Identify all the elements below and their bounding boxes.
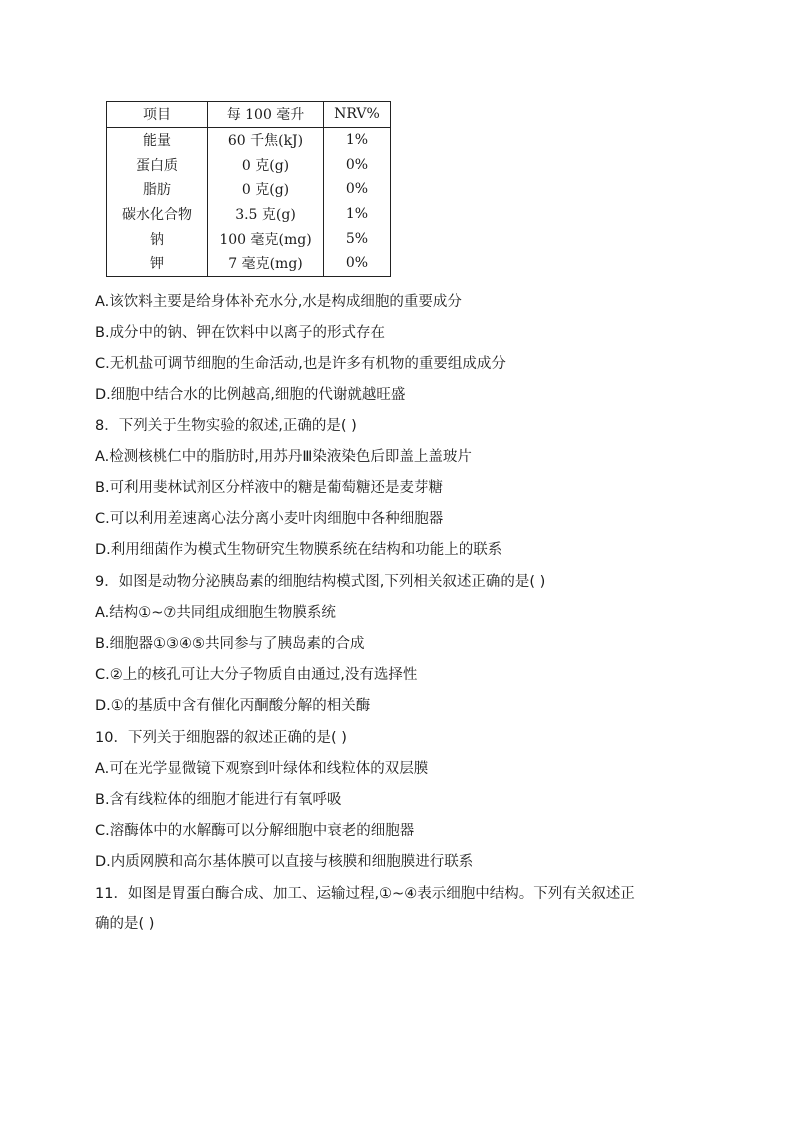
table-cell: 蛋白质 (107, 152, 208, 177)
table-header-cell: NRV% (324, 102, 391, 128)
q7-option-a: A.该饮料主要是给身体补充水分,水是构成细胞的重要成分 (95, 294, 462, 310)
table-cell: 60 千焦(kJ) (208, 127, 324, 152)
table-header-cell: 每 100 毫升 (208, 102, 324, 128)
table-cell: 3.5 克(g) (208, 202, 324, 227)
q10-stem: 10．下列关于细胞器的叙述正确的是( ) (95, 730, 347, 746)
q8-option-d: D.利用细菌作为模式生物研究生物膜系统在结构和功能上的联系 (95, 542, 503, 558)
table-cell: 钠 (107, 226, 208, 251)
table-row (107, 177, 391, 202)
table-row (107, 202, 391, 227)
q7-option-b: B.成分中的钠、钾在饮料中以离子的形式存在 (95, 325, 386, 341)
q8-option-a: A.检测核桃仁中的脂肪时,用苏丹Ⅲ染液染色后即盖上盖玻片 (95, 449, 472, 465)
nutrition-table (106, 101, 391, 277)
table-row (107, 226, 391, 251)
q9-option-d: D.①的基质中含有催化丙酮酸分解的相关酶 (95, 698, 371, 714)
q10-option-d: D.内质网膜和高尔基体膜可以直接与核膜和细胞膜进行联系 (95, 854, 474, 870)
table-cell: 1% (324, 127, 391, 152)
table-row (107, 251, 391, 276)
table-header-cell: 项目 (107, 102, 208, 128)
table-header-row (107, 102, 391, 128)
table-row (107, 152, 391, 177)
table-cell: 钾 (107, 251, 208, 276)
q7-option-d: D.细胞中结合水的比例越高,细胞的代谢就越旺盛 (95, 387, 406, 403)
q10-option-c: C.溶酶体中的水解酶可以分解细胞中衰老的细胞器 (95, 823, 415, 839)
table-cell: 0% (324, 251, 391, 276)
table-cell: 7 毫克(mg) (208, 251, 324, 276)
table-cell: 5% (324, 226, 391, 251)
q8-option-c: C.可以利用差速离心法分离小麦叶肉细胞中各种细胞器 (95, 511, 444, 527)
table-cell: 碳水化合物 (107, 202, 208, 227)
table-cell: 0 克(g) (208, 152, 324, 177)
q10-option-b: B.含有线粒体的细胞才能进行有氧呼吸 (95, 792, 342, 808)
table-cell: 100 毫克(mg) (208, 226, 324, 251)
table-cell: 脂肪 (107, 177, 208, 202)
q10-option-a: A.可在光学显微镜下观察到叶绿体和线粒体的双层膜 (95, 761, 429, 777)
table-cell: 0% (324, 177, 391, 202)
q8-stem: 8．下列关于生物实验的叙述,正确的是( ) (95, 418, 357, 434)
q9-option-b: B.细胞器①③④⑤共同参与了胰岛素的合成 (95, 636, 365, 652)
q11-stem-line1: 11．如图是胃蛋白酶合成、加工、运输过程,①~④表示细胞中结构。下列有关叙述正 (95, 886, 635, 902)
table-cell: 能量 (107, 127, 208, 152)
table-cell: 0 克(g) (208, 177, 324, 202)
q9-option-c: C.②上的核孔可让大分子物质自由通过,没有选择性 (95, 667, 418, 683)
q8-option-b: B.可利用斐林试剂区分样液中的糖是葡萄糖还是麦芽糖 (95, 480, 444, 496)
table-row (107, 127, 391, 152)
table-cell: 0% (324, 152, 391, 177)
q9-option-a: A.结构①~⑦共同组成细胞生物膜系统 (95, 605, 336, 621)
q11-stem-line2: 确的是( ) (95, 916, 155, 932)
q7-option-c: C.无机盐可调节细胞的生命活动,也是许多有机物的重要组成成分 (95, 356, 506, 372)
table-cell: 1% (324, 202, 391, 227)
q9-stem: 9．如图是动物分泌胰岛素的细胞结构模式图,下列相关叙述正确的是( ) (95, 574, 546, 590)
